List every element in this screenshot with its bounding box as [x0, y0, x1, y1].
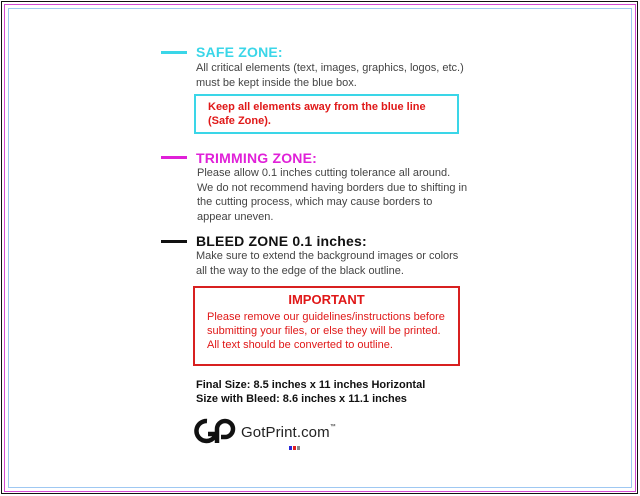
- trim-zone-dash: [161, 156, 187, 159]
- logo-trademark: ™: [329, 424, 336, 430]
- safe-zone-box-text: [208, 100, 448, 128]
- bleed-zone-heading: BLEED ZONE 0.1 inches:: [196, 233, 367, 249]
- bleed-size: Size with Bleed: 8.6 inches x 11.1 inches: [196, 393, 407, 405]
- bleed-zone-description: [196, 249, 496, 278]
- safe-zone-description: [196, 61, 486, 90]
- color-mark-icon: [288, 444, 302, 452]
- safe-zone-heading: SAFE ZONE:: [196, 44, 283, 60]
- safe-zone-box: [194, 94, 459, 134]
- bleed-zone-dash: [161, 240, 187, 243]
- bleed-zone-line-1: Make sure to extend the background images or colors: [196, 250, 459, 262]
- trim-zone-line-3: the cutting process, which may cause borders to: [197, 196, 433, 208]
- safe-zone-box-line-2: (Safe Zone).: [208, 115, 271, 127]
- final-size: Final Size: 8.5 inches x 11 inches Horizontal: [196, 379, 426, 391]
- gotprint-logo-icon: [194, 417, 238, 445]
- trim-zone-heading: TRIMMING ZONE:: [196, 150, 318, 166]
- important-box: [193, 286, 460, 366]
- safe-zone-line-2: must be kept inside the blue box.: [196, 76, 357, 89]
- important-line-3: All text should be converted to outline.: [207, 339, 393, 351]
- trim-zone-line-1: Please allow 0.1 inches cutting tolerance all around.: [197, 167, 451, 179]
- important-line-2: submitting your files, or else they will be printed.: [207, 325, 441, 337]
- size-info: [196, 378, 425, 406]
- important-title: IMPORTANT: [288, 292, 365, 307]
- important-text: [207, 310, 457, 352]
- important-line-1: Please remove our guidelines/instructions before: [207, 311, 445, 323]
- gotprint-logo-text: [241, 424, 336, 441]
- bleed-zone-line-2: all the way to the edge of the black outline.: [196, 264, 404, 277]
- safe-zone-line-1: All critical elements (text, images, graphics, logos, etc.): [196, 62, 464, 74]
- logo-name: GotPrint.com: [241, 424, 330, 441]
- trim-zone-line-2: We do not recommend having borders due to shifting in: [197, 181, 468, 194]
- safe-zone-dash: [161, 51, 187, 54]
- safe-zone-box-line-1: Keep all elements away from the blue line: [208, 101, 426, 113]
- trim-zone-line-4: appear uneven.: [197, 210, 274, 223]
- trim-zone-description: [197, 166, 497, 224]
